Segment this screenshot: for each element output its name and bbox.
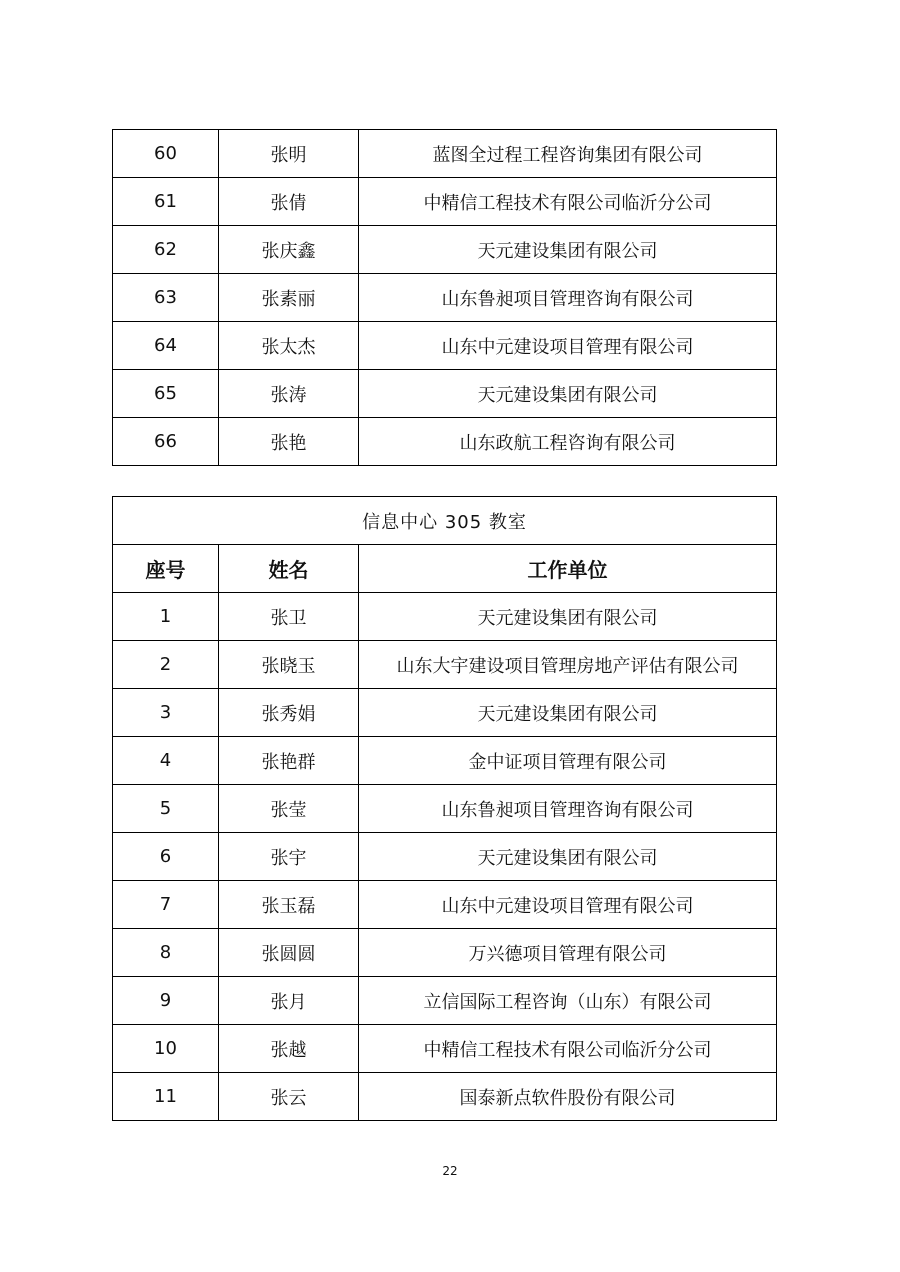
- work-unit: 山东政航工程咨询有限公司: [359, 418, 777, 466]
- work-unit: 山东中元建设项目管理有限公司: [359, 881, 777, 929]
- seat-number: 9: [113, 977, 219, 1025]
- person-name: 张月: [219, 977, 359, 1025]
- table-row: [113, 593, 777, 641]
- table-row: [113, 130, 777, 178]
- page-number: 22: [442, 1164, 458, 1178]
- seat-number: 3: [113, 689, 219, 737]
- table-row: [113, 274, 777, 322]
- seat-number: 61: [113, 178, 219, 226]
- seat-number: 65: [113, 370, 219, 418]
- seat-number: 4: [113, 737, 219, 785]
- person-name: 张圆圆: [219, 929, 359, 977]
- person-name: 张晓玉: [219, 641, 359, 689]
- work-unit: 立信国际工程咨询（山东）有限公司: [359, 977, 777, 1025]
- table-row: [113, 929, 777, 977]
- work-unit: 山东中元建设项目管理有限公司: [359, 322, 777, 370]
- seat-number: 7: [113, 881, 219, 929]
- work-unit: 山东鲁昶项目管理咨询有限公司: [359, 785, 777, 833]
- room-title: 信息中心 305 教室: [113, 497, 777, 545]
- seat-number: 62: [113, 226, 219, 274]
- table-row: [113, 370, 777, 418]
- table-row: [113, 178, 777, 226]
- seat-number: 8: [113, 929, 219, 977]
- person-name: 张莹: [219, 785, 359, 833]
- person-name: 张卫: [219, 593, 359, 641]
- seat-number: 63: [113, 274, 219, 322]
- column-header-seat: 座号: [113, 545, 219, 593]
- seat-number: 11: [113, 1073, 219, 1121]
- table-row: [113, 881, 777, 929]
- column-header-unit: 工作单位: [359, 545, 777, 593]
- seat-number: 5: [113, 785, 219, 833]
- table-row: [113, 641, 777, 689]
- person-name: 张越: [219, 1025, 359, 1073]
- column-header-name: 姓名: [219, 545, 359, 593]
- work-unit: 蓝图全过程工程咨询集团有限公司: [359, 130, 777, 178]
- person-name: 张倩: [219, 178, 359, 226]
- seat-number: 2: [113, 641, 219, 689]
- seat-number: 1: [113, 593, 219, 641]
- work-unit: 天元建设集团有限公司: [359, 370, 777, 418]
- work-unit: 中精信工程技术有限公司临沂分公司: [359, 1025, 777, 1073]
- work-unit: 中精信工程技术有限公司临沂分公司: [359, 178, 777, 226]
- table-row: [113, 737, 777, 785]
- work-unit: 金中证项目管理有限公司: [359, 737, 777, 785]
- person-name: 张明: [219, 130, 359, 178]
- header-row: [113, 545, 777, 593]
- table-row: [113, 418, 777, 466]
- seating-table-room-305: [112, 496, 777, 1121]
- table-row: [113, 226, 777, 274]
- work-unit: 国泰新点软件股份有限公司: [359, 1073, 777, 1121]
- person-name: 张庆鑫: [219, 226, 359, 274]
- work-unit: 万兴德项目管理有限公司: [359, 929, 777, 977]
- work-unit: 山东大宇建设项目管理房地产评估有限公司: [359, 641, 777, 689]
- table-row: [113, 977, 777, 1025]
- seat-number: 66: [113, 418, 219, 466]
- person-name: 张艳群: [219, 737, 359, 785]
- table-row: [113, 833, 777, 881]
- seat-number: 10: [113, 1025, 219, 1073]
- person-name: 张秀娟: [219, 689, 359, 737]
- table-row: [113, 689, 777, 737]
- table-row: [113, 1073, 777, 1121]
- person-name: 张玉磊: [219, 881, 359, 929]
- person-name: 张涛: [219, 370, 359, 418]
- person-name: 张宇: [219, 833, 359, 881]
- work-unit: 天元建设集团有限公司: [359, 689, 777, 737]
- seat-number: 6: [113, 833, 219, 881]
- room-title-row: [113, 497, 777, 545]
- seating-table-continued: [112, 129, 777, 466]
- work-unit: 天元建设集团有限公司: [359, 226, 777, 274]
- person-name: 张素丽: [219, 274, 359, 322]
- work-unit: 天元建设集团有限公司: [359, 833, 777, 881]
- table-row: [113, 322, 777, 370]
- work-unit: 天元建设集团有限公司: [359, 593, 777, 641]
- seat-number: 60: [113, 130, 219, 178]
- person-name: 张太杰: [219, 322, 359, 370]
- work-unit: 山东鲁昶项目管理咨询有限公司: [359, 274, 777, 322]
- table-row: [113, 1025, 777, 1073]
- person-name: 张云: [219, 1073, 359, 1121]
- table-row: [113, 785, 777, 833]
- person-name: 张艳: [219, 418, 359, 466]
- seat-number: 64: [113, 322, 219, 370]
